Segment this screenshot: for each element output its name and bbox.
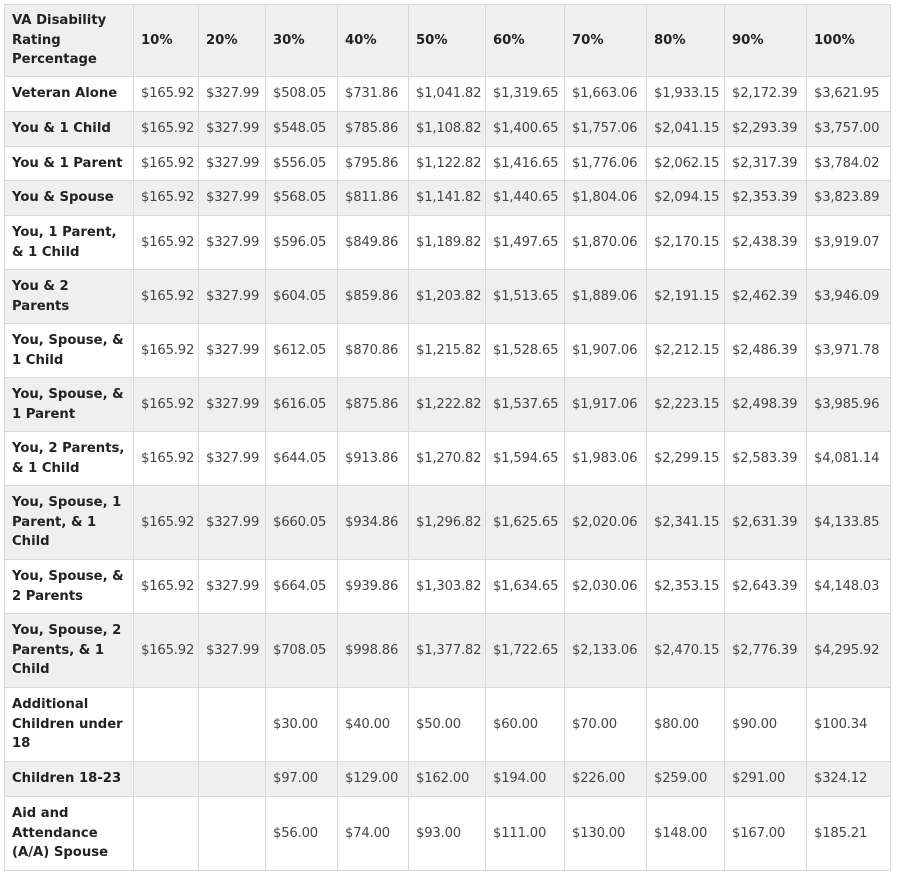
rate-cell: $998.86 — [338, 614, 409, 688]
header-cell: 70% — [565, 5, 647, 77]
header-cell: 100% — [807, 5, 891, 77]
rate-cell: $1,757.06 — [565, 112, 647, 147]
table-row — [5, 688, 891, 762]
rate-cell: $2,299.15 — [647, 432, 725, 486]
row-label: Aid and Attendance (A/A) Spouse — [5, 797, 134, 871]
rate-cell: $508.05 — [266, 77, 338, 112]
rate-cell: $1,189.82 — [409, 216, 486, 270]
rate-cell: $3,823.89 — [807, 181, 891, 216]
rate-cell — [199, 762, 266, 797]
rate-cell: $2,041.15 — [647, 112, 725, 147]
table-row — [5, 270, 891, 324]
table-row — [5, 147, 891, 181]
rate-cell: $1,594.65 — [486, 432, 565, 486]
rate-cell: $93.00 — [409, 797, 486, 871]
rate-cell: $1,634.65 — [486, 560, 565, 614]
row-label: Veteran Alone — [5, 77, 134, 112]
rate-cell: $327.99 — [199, 560, 266, 614]
rate-cell: $2,293.39 — [725, 112, 807, 147]
rate-cell: $785.86 — [338, 112, 409, 147]
table-row — [5, 181, 891, 216]
rate-cell: $327.99 — [199, 486, 266, 560]
rate-cell: $80.00 — [647, 688, 725, 762]
rate-cell: $1,513.65 — [486, 270, 565, 324]
header-cell: 40% — [338, 5, 409, 77]
rate-cell: $875.86 — [338, 378, 409, 432]
table-row — [5, 762, 891, 797]
rate-cell: $1,296.82 — [409, 486, 486, 560]
rate-cell: $604.05 — [266, 270, 338, 324]
rate-cell: $1,933.15 — [647, 77, 725, 112]
rate-cell: $1,917.06 — [565, 378, 647, 432]
rate-cell: $795.86 — [338, 147, 409, 181]
row-label: You & 1 Parent — [5, 147, 134, 181]
rate-cell: $1,141.82 — [409, 181, 486, 216]
row-label: Children 18-23 — [5, 762, 134, 797]
rate-cell: $2,212.15 — [647, 324, 725, 378]
rate-cell: $327.99 — [199, 324, 266, 378]
rate-cell: $1,108.82 — [409, 112, 486, 147]
rate-cell: $194.00 — [486, 762, 565, 797]
rate-cell: $1,663.06 — [565, 77, 647, 112]
rate-cell: $1,215.82 — [409, 324, 486, 378]
rate-cell: $859.86 — [338, 270, 409, 324]
row-label: You, Spouse, 1 Parent, & 1 Child — [5, 486, 134, 560]
rate-cell: $2,353.39 — [725, 181, 807, 216]
table-row — [5, 432, 891, 486]
rate-cell: $616.05 — [266, 378, 338, 432]
rate-cell: $327.99 — [199, 147, 266, 181]
rate-cell: $327.99 — [199, 378, 266, 432]
rate-cell: $3,621.95 — [807, 77, 891, 112]
rate-cell: $148.00 — [647, 797, 725, 871]
rate-cell: $2,317.39 — [725, 147, 807, 181]
rate-cell: $2,631.39 — [725, 486, 807, 560]
row-label: Additional Children under 18 — [5, 688, 134, 762]
row-label: You, Spouse, & 1 Parent — [5, 378, 134, 432]
rate-cell: $3,784.02 — [807, 147, 891, 181]
rate-cell: $327.99 — [199, 270, 266, 324]
rate-cell: $129.00 — [338, 762, 409, 797]
rate-cell: $1,528.65 — [486, 324, 565, 378]
rate-cell: $327.99 — [199, 112, 266, 147]
rate-cell: $3,757.00 — [807, 112, 891, 147]
rate-cell: $1,303.82 — [409, 560, 486, 614]
rate-cell — [134, 762, 199, 797]
rate-cell: $1,722.65 — [486, 614, 565, 688]
header-cell: 50% — [409, 5, 486, 77]
table-row — [5, 216, 891, 270]
rate-cell: $2,583.39 — [725, 432, 807, 486]
rate-cell: $291.00 — [725, 762, 807, 797]
header-cell: 10% — [134, 5, 199, 77]
rate-cell: $811.86 — [338, 181, 409, 216]
rate-cell: $327.99 — [199, 614, 266, 688]
row-label: You, Spouse, & 2 Parents — [5, 560, 134, 614]
rate-cell: $612.05 — [266, 324, 338, 378]
rate-cell: $1,537.65 — [486, 378, 565, 432]
rate-cell: $3,971.78 — [807, 324, 891, 378]
rate-cell: $1,870.06 — [565, 216, 647, 270]
row-label: You & 1 Child — [5, 112, 134, 147]
row-label: You, Spouse, 2 Parents, & 1 Child — [5, 614, 134, 688]
va-disability-rates-table — [4, 4, 891, 871]
rate-cell: $165.92 — [134, 324, 199, 378]
rate-cell: $2,030.06 — [565, 560, 647, 614]
rate-cell: $165.92 — [134, 270, 199, 324]
rate-cell: $259.00 — [647, 762, 725, 797]
header-cell: 30% — [266, 5, 338, 77]
rate-cell: $870.86 — [338, 324, 409, 378]
rate-cell: $165.92 — [134, 112, 199, 147]
table-row — [5, 797, 891, 871]
rate-cell — [134, 797, 199, 871]
rate-cell: $1,497.65 — [486, 216, 565, 270]
rate-cell: $1,377.82 — [409, 614, 486, 688]
rate-cell: $90.00 — [725, 688, 807, 762]
rate-cell: $130.00 — [565, 797, 647, 871]
table-row — [5, 77, 891, 112]
rate-cell: $644.05 — [266, 432, 338, 486]
rate-cell: $165.92 — [134, 77, 199, 112]
rate-cell: $2,486.39 — [725, 324, 807, 378]
rate-cell: $2,223.15 — [647, 378, 725, 432]
rate-cell: $1,625.65 — [486, 486, 565, 560]
rate-cell: $913.86 — [338, 432, 409, 486]
rate-cell: $1,041.82 — [409, 77, 486, 112]
rate-cell: $2,170.15 — [647, 216, 725, 270]
rate-cell: $185.21 — [807, 797, 891, 871]
rate-cell: $2,172.39 — [725, 77, 807, 112]
header-cell: 60% — [486, 5, 565, 77]
rate-cell: $1,440.65 — [486, 181, 565, 216]
rate-cell: $327.99 — [199, 77, 266, 112]
rate-cell: $2,776.39 — [725, 614, 807, 688]
rate-cell: $548.05 — [266, 112, 338, 147]
rate-cell: $849.86 — [338, 216, 409, 270]
rate-cell — [134, 688, 199, 762]
rate-cell: $165.92 — [134, 216, 199, 270]
rate-cell: $664.05 — [266, 560, 338, 614]
rate-cell: $1,983.06 — [565, 432, 647, 486]
table-row — [5, 614, 891, 688]
rate-cell: $4,295.92 — [807, 614, 891, 688]
rate-cell: $4,081.14 — [807, 432, 891, 486]
rate-cell: $1,416.65 — [486, 147, 565, 181]
rate-cell: $1,203.82 — [409, 270, 486, 324]
rate-cell: $1,122.82 — [409, 147, 486, 181]
table-row — [5, 486, 891, 560]
rate-cell: $2,438.39 — [725, 216, 807, 270]
rate-cell: $74.00 — [338, 797, 409, 871]
header-row — [5, 5, 891, 77]
rate-cell: $568.05 — [266, 181, 338, 216]
rate-cell: $1,804.06 — [565, 181, 647, 216]
rate-cell: $165.92 — [134, 614, 199, 688]
rate-cell: $226.00 — [565, 762, 647, 797]
rate-cell: $4,133.85 — [807, 486, 891, 560]
rate-cell: $1,319.65 — [486, 77, 565, 112]
rate-cell: $165.92 — [134, 378, 199, 432]
table-row — [5, 324, 891, 378]
rate-cell: $60.00 — [486, 688, 565, 762]
rate-cell: $731.86 — [338, 77, 409, 112]
rate-cell: $2,191.15 — [647, 270, 725, 324]
rate-cell: $1,400.65 — [486, 112, 565, 147]
rate-cell: $327.99 — [199, 181, 266, 216]
rate-cell: $30.00 — [266, 688, 338, 762]
table-body — [5, 77, 891, 871]
rate-cell: $167.00 — [725, 797, 807, 871]
rate-cell: $2,498.39 — [725, 378, 807, 432]
table-row — [5, 378, 891, 432]
rate-cell — [199, 797, 266, 871]
rate-cell: $100.34 — [807, 688, 891, 762]
rate-cell: $2,062.15 — [647, 147, 725, 181]
rate-cell: $70.00 — [565, 688, 647, 762]
rate-cell: $97.00 — [266, 762, 338, 797]
rate-cell: $1,907.06 — [565, 324, 647, 378]
rate-cell: $111.00 — [486, 797, 565, 871]
rate-cell — [199, 688, 266, 762]
rate-cell: $1,889.06 — [565, 270, 647, 324]
rate-cell: $3,919.07 — [807, 216, 891, 270]
rate-cell: $708.05 — [266, 614, 338, 688]
rate-cell: $2,470.15 — [647, 614, 725, 688]
row-label: You & 2 Parents — [5, 270, 134, 324]
rate-cell: $939.86 — [338, 560, 409, 614]
row-label: You & Spouse — [5, 181, 134, 216]
rate-cell: $165.92 — [134, 432, 199, 486]
rate-cell: $2,020.06 — [565, 486, 647, 560]
rate-cell: $3,946.09 — [807, 270, 891, 324]
row-label: You, 2 Parents, & 1 Child — [5, 432, 134, 486]
rate-cell: $162.00 — [409, 762, 486, 797]
rate-cell: $556.05 — [266, 147, 338, 181]
rate-cell: $2,133.06 — [565, 614, 647, 688]
header-cell: VA Disability Rating Percentage — [5, 5, 134, 77]
table-row — [5, 560, 891, 614]
row-label: You, 1 Parent, & 1 Child — [5, 216, 134, 270]
rate-cell: $2,341.15 — [647, 486, 725, 560]
rate-cell: $165.92 — [134, 147, 199, 181]
rate-cell: $50.00 — [409, 688, 486, 762]
rate-cell: $3,985.96 — [807, 378, 891, 432]
header-cell: 80% — [647, 5, 725, 77]
rate-cell: $1,270.82 — [409, 432, 486, 486]
rate-cell: $327.99 — [199, 432, 266, 486]
rate-cell: $165.92 — [134, 486, 199, 560]
rate-cell: $2,094.15 — [647, 181, 725, 216]
rate-cell: $660.05 — [266, 486, 338, 560]
rate-cell: $1,222.82 — [409, 378, 486, 432]
rate-cell: $40.00 — [338, 688, 409, 762]
rate-cell: $1,776.06 — [565, 147, 647, 181]
rate-cell: $934.86 — [338, 486, 409, 560]
rate-cell: $327.99 — [199, 216, 266, 270]
rate-cell: $165.92 — [134, 181, 199, 216]
row-label: You, Spouse, & 1 Child — [5, 324, 134, 378]
rate-cell: $2,462.39 — [725, 270, 807, 324]
rate-cell: $2,353.15 — [647, 560, 725, 614]
rate-cell: $2,643.39 — [725, 560, 807, 614]
rate-cell: $56.00 — [266, 797, 338, 871]
rate-cell: $165.92 — [134, 560, 199, 614]
rate-cell: $596.05 — [266, 216, 338, 270]
rate-cell: $4,148.03 — [807, 560, 891, 614]
table-row — [5, 112, 891, 147]
rate-cell: $324.12 — [807, 762, 891, 797]
header-cell: 90% — [725, 5, 807, 77]
header-cell: 20% — [199, 5, 266, 77]
